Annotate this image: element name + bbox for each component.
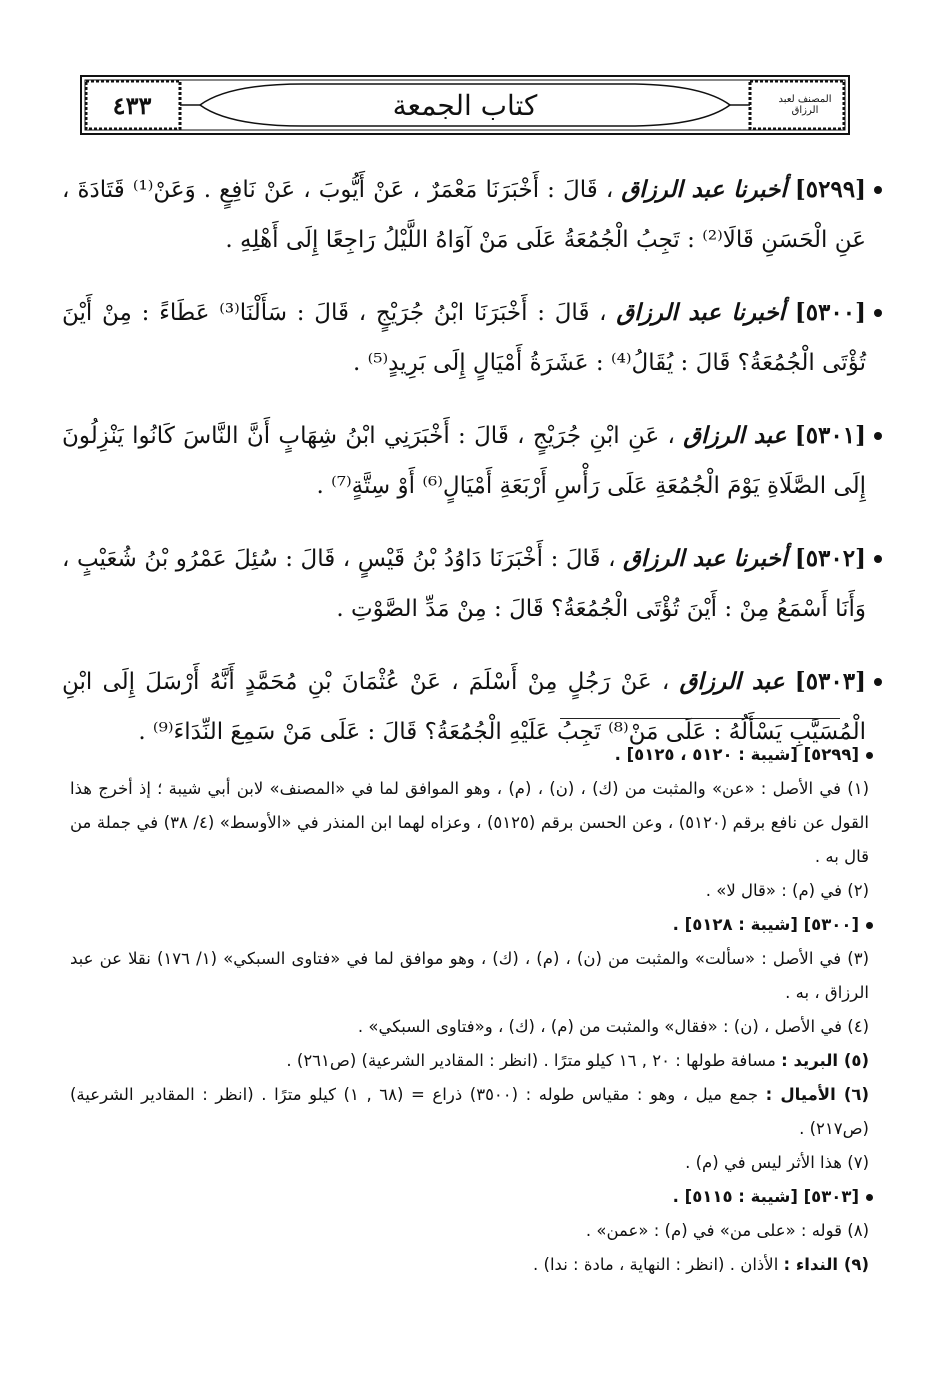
book-title: كتاب الجمعة bbox=[392, 88, 538, 122]
source-emblem: المصنف لعبد الرزاق bbox=[778, 94, 832, 116]
hadith-text: ، عَنِ ابْنِ جُرَيْجٍ ، قَالَ : أَخْبَرَنِي ابْنُ شِهَابٍ أَنَّ النَّاسَ كَانُوا يَنْزِلُونَ إِلَى الصَّلَاةِ يَوْمَ الْجُمُعَةِ عَلَى رَأْسِ أَرْبَعَةِ أَمْيَالٍ⁽⁶⁾ أَوْ سِتَّةٍ⁽⁷⁾ . bbox=[62, 423, 866, 499]
hadith-text: ، قَالَ : أَخْبَرَنَا دَاوُدُ بْنُ قَيْسٍ ، قَالَ : سُئِلَ عَمْرُو بْنُ شُعَيْبٍ ، وَأَنَا أَسْمَعُ مِنْ : أَيْنَ تُؤْتَى الْجُمُعَةُ؟ قَالَ : مِنْ مَدِّ الصَّوْتِ . bbox=[62, 546, 866, 622]
bullet-icon bbox=[874, 432, 882, 440]
hadith-5301 bbox=[62, 411, 882, 511]
footnote-text: (٣) في الأصل : «سألت» والمثبت من (ن) ، (م) ، (ك) ، وهو موافق لما في «فتاوى السبكي» (١/ ١٧٦) نقلا عن عبد الرزاق ، به . bbox=[70, 949, 869, 1002]
hadith-number: [٥٣٠٣] bbox=[794, 668, 866, 695]
bullet-icon bbox=[866, 922, 873, 929]
footnote-text: (٤) في الأصل ، (ن) : «فقال» والمثبت من (م) ، (ك) ، و«فتاوى السبكي» . bbox=[357, 1017, 869, 1036]
hadith-5300 bbox=[62, 288, 882, 388]
footnote-label: (٥) البريد : bbox=[781, 1051, 869, 1070]
footnote-separator bbox=[560, 718, 840, 719]
footnote-label: (٦) الأميال : bbox=[765, 1085, 869, 1104]
hadith-text: ، قَالَ : أَخْبَرَنَا مَعْمَرٌ ، عَنْ أَيُّوبَ ، عَنْ نَافِعٍ . وَعَنْ⁽¹⁾ قَتَادَةَ ، عَنِ الْحَسَنِ قَالَا⁽²⁾ : تَجِبُ الْجُمُعَةُ عَلَى مَنْ آوَاهُ اللَّيْلُ رَاجِعًا إِلَى أَهْلِهِ . bbox=[62, 177, 866, 253]
reference-text: [٥٣٠٣] [شيبة : ٥١١٥] . bbox=[672, 1187, 859, 1206]
footnote-text: (٧) هذا الأثر ليس في (م) . bbox=[685, 1153, 869, 1172]
footnote-8 bbox=[70, 1214, 875, 1248]
footnote-text: (١) في الأصل : «عن» والمثبت من (ك) ، (ن) ، (م) ، وهو الموافق لما في «المصنف» لابن أبي شيبة ؛ إذ أخرج هذا القول عن نافع برقم (٥١٢٠) ، وعن الحسن برقم (٥١٢٥) ، وعزاه لهما ابن المنذر في «الأوسط» (٤/ ٣٨) في جملة من قال به . bbox=[70, 779, 869, 866]
footnote-text: مسافة طولها : ٢٠ , ١٦ كيلو مترًا . (انظر : المقادير الشرعية) (ص٢٦١) . bbox=[286, 1051, 776, 1070]
bullet-icon bbox=[874, 678, 882, 686]
footnote-6 bbox=[70, 1078, 875, 1146]
bullet-icon bbox=[866, 752, 873, 759]
reference-text: [٥٣٠٠] [شيبة : ٥١٢٨] . bbox=[672, 915, 859, 934]
footnotes bbox=[70, 738, 875, 1282]
bullet-icon bbox=[866, 1194, 873, 1201]
hadith-source: أخبرنا عبد الرزاق bbox=[623, 545, 788, 572]
footnote-reference bbox=[70, 908, 875, 942]
hadith-text: ، قَالَ : أَخْبَرَنَا ابْنُ جُرَيْجٍ ، قَالَ : سَأَلْنَا⁽³⁾ عَطَاءً : مِنْ أَيْنَ تُؤْتَى الْجُمُعَةُ؟ قَالَ : يُقَالُ⁽⁴⁾ : عَشَرَةُ أَمْيَالٍ إِلَى بَرِيدٍ⁽⁵⁾ . bbox=[62, 300, 866, 376]
hadith-5299 bbox=[62, 165, 882, 265]
main-text bbox=[62, 165, 882, 775]
footnote-1 bbox=[70, 772, 875, 874]
hadith-number: [٥٣٠١] bbox=[794, 422, 866, 449]
hadith-source: عبد الرزاق bbox=[683, 422, 787, 449]
footnote-reference bbox=[70, 1180, 875, 1214]
footnote-label: (٩) النداء : bbox=[783, 1255, 869, 1274]
bullet-icon bbox=[874, 186, 882, 194]
footnote-9 bbox=[70, 1248, 875, 1282]
footnote-text: (٢) في (م) : «قال لا» . bbox=[705, 881, 869, 900]
footnote-2 bbox=[70, 874, 875, 908]
hadith-source: أخبرنا عبد الرزاق bbox=[616, 299, 786, 326]
hadith-number: [٥٣٠٢] bbox=[794, 545, 867, 572]
page-number: ٤٣٣ bbox=[112, 90, 152, 120]
footnote-4 bbox=[70, 1010, 875, 1044]
footnote-text: (٨) قوله : «على من» في (م) : «عمن» . bbox=[585, 1221, 869, 1240]
hadith-number: [٥٣٠٠] bbox=[794, 299, 867, 326]
page-header bbox=[80, 75, 850, 135]
footnote-reference bbox=[70, 738, 875, 772]
footnote-3 bbox=[70, 942, 875, 1010]
hadith-5302 bbox=[62, 534, 882, 634]
hadith-number: [٥٢٩٩] bbox=[794, 176, 867, 203]
hadith-source: عبد الرزاق bbox=[679, 668, 785, 695]
footnote-7 bbox=[70, 1146, 875, 1180]
footnote-text: الأذان . (انظر : النهاية ، مادة : ندا) . bbox=[533, 1255, 779, 1274]
hadith-source: أخبرنا عبد الرزاق bbox=[621, 176, 787, 203]
hadith-text: ، عَنْ رَجُلٍ مِنْ أَسْلَمَ ، عَنْ عُثْمَانَ بْنِ مُحَمَّدٍ أَنَّهُ أَرْسَلَ إِلَى ابْنِ الْمُسَيَّبِ يَسْأَلُهُ : عَلَى مَنْ⁽⁸⁾ تَجِبُ عَلَيْهِ الْجُمُعَةُ؟ قَالَ : عَلَى مَنْ سَمِعَ النِّدَاءَ⁽⁹⁾ . bbox=[62, 669, 866, 745]
reference-text: [٥٢٩٩] [شيبة : ٥١٢٠ ، ٥١٢٥] . bbox=[614, 745, 859, 764]
footnote-5 bbox=[70, 1044, 875, 1078]
footnote-text: جمع ميل ، وهو : مقياس طوله : (٣٥٠٠) ذراع = (٦٨ , ١) كيلو مترًا . (انظر : المقادير الشرعية) (ص٢١٧) . bbox=[70, 1085, 869, 1138]
bullet-icon bbox=[874, 555, 882, 563]
bullet-icon bbox=[874, 309, 882, 317]
